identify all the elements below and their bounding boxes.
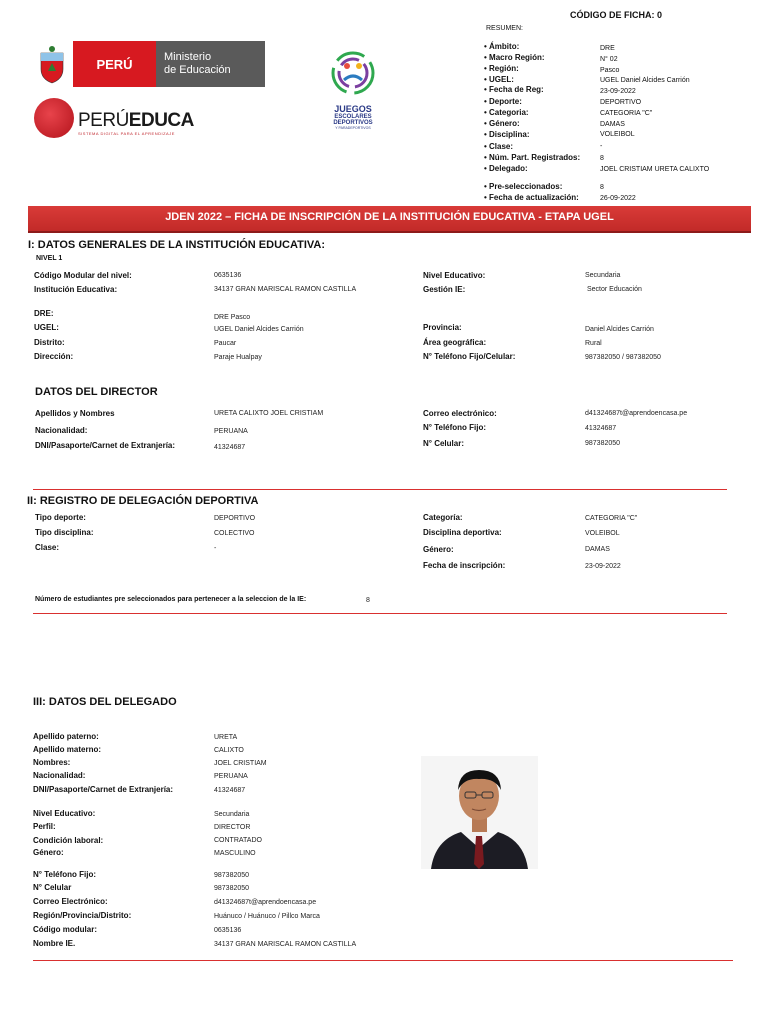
gestion-value: Sector Educación bbox=[587, 286, 642, 293]
resumen-label: • Fecha de Reg: bbox=[484, 85, 544, 94]
resumen-label: • Núm. Part. Registrados: bbox=[484, 153, 581, 162]
fecha-inscripcion-value: 23-09-2022 bbox=[585, 563, 621, 570]
director-correo-value: d41324687t@aprendoencasa.pe bbox=[585, 410, 688, 417]
resumen-label: • Categoria: bbox=[484, 108, 529, 117]
delegado-field-value: d41324687t@aprendoencasa.pe bbox=[214, 899, 317, 906]
telefono-value: 987382050 / 987382050 bbox=[585, 354, 661, 361]
categoria-label: Categoría: bbox=[423, 513, 463, 522]
director-correo-label: Correo electrónico: bbox=[423, 409, 497, 418]
resumen-value: JOEL CRISTIAM URETA CALIXTO bbox=[600, 166, 710, 173]
tipo-disciplina-label: Tipo disciplina: bbox=[35, 528, 94, 537]
ministerio-label bbox=[156, 41, 265, 87]
delegado-field-value: 987382050 bbox=[214, 885, 250, 892]
director-telefono-label: N° Teléfono Fijo: bbox=[423, 423, 487, 432]
dre-value: DRE Pasco bbox=[214, 314, 251, 321]
dre-label: DRE: bbox=[34, 309, 54, 318]
resumen-label: • Macro Región: bbox=[484, 53, 545, 62]
resumen-value: DAMAS bbox=[600, 121, 625, 128]
person-photo-icon bbox=[421, 756, 538, 869]
gestion-label: Gestión IE: bbox=[423, 285, 466, 294]
delegado-field-value: JOEL CRISTIAM bbox=[214, 760, 267, 767]
delegado-field-label: Género: bbox=[33, 848, 64, 857]
distrito-value: Paucar bbox=[214, 340, 237, 347]
provincia-value: Daniel Alcides Carrión bbox=[585, 326, 654, 333]
codigo-modular-value: 0635136 bbox=[214, 272, 242, 279]
perueduca-subtitle: SISTEMA DIGITAL PARA EL APRENDIZAJE bbox=[78, 131, 175, 136]
area-label: Área geográfica: bbox=[423, 338, 487, 347]
juegos-emblem-icon bbox=[330, 50, 376, 96]
director-nombres-label: Apellidos y Nombres bbox=[35, 409, 115, 418]
perueduca-b: EDUCA bbox=[128, 110, 194, 131]
genero-label: Género: bbox=[423, 545, 454, 554]
resumen-value: - bbox=[600, 143, 603, 150]
delegado-field-label: N° Celular bbox=[33, 883, 72, 892]
delegado-field-label: Nivel Educativo: bbox=[33, 809, 96, 818]
clase-value: - bbox=[214, 545, 217, 552]
resumen-label: • Deporte: bbox=[484, 97, 522, 106]
divider bbox=[33, 489, 727, 490]
divider bbox=[33, 613, 727, 614]
resumen-title: RESUMEN: bbox=[486, 25, 523, 32]
fecha-inscripcion-label: Fecha de inscripción: bbox=[423, 561, 506, 570]
ugel-label: UGEL: bbox=[34, 323, 59, 332]
codigo-modular-label: Código Modular del nivel: bbox=[34, 271, 132, 280]
resumen-label: • UGEL: bbox=[484, 75, 514, 84]
disciplina-label: Disciplina deportiva: bbox=[423, 528, 502, 537]
peru-label: PERÚ bbox=[73, 41, 156, 87]
delegado-field-value: CONTRATADO bbox=[214, 837, 262, 844]
clase-label: Clase: bbox=[35, 543, 60, 552]
delegado-field-label: Código modular: bbox=[33, 925, 97, 934]
peru-shield-icon bbox=[33, 41, 71, 87]
delegado-field-value: Huánuco / Huánuco / Pillco Marca bbox=[214, 913, 320, 920]
resumen-value: 26-09-2022 bbox=[600, 195, 636, 202]
director-dni-value: 41324687 bbox=[214, 444, 246, 451]
ie-label: Institución Educativa: bbox=[34, 285, 118, 294]
num-estudiantes-value: 8 bbox=[366, 597, 370, 604]
perueduca-wordmark bbox=[78, 110, 194, 132]
delegado-field-value: 41324687 bbox=[214, 787, 246, 794]
ugel-value: UGEL Daniel Alcides Carrión bbox=[214, 326, 304, 333]
form-banner: JDEN 2022 – FICHA DE INSCRIPCIÓN DE LA INSTITUCIÓN EDUCATIVA - ETAPA UGEL bbox=[28, 206, 751, 233]
resumen-value: VOLEIBOL bbox=[600, 131, 635, 138]
disciplina-value: VOLEIBOL bbox=[585, 530, 620, 537]
distrito-label: Distrito: bbox=[34, 338, 65, 347]
delegado-field-label: Correo Electrónico: bbox=[33, 897, 108, 906]
tipo-deporte-label: Tipo deporte: bbox=[35, 513, 86, 522]
delegado-field-label: Apellido materno: bbox=[33, 745, 102, 754]
resumen-label: • Ámbito: bbox=[484, 42, 520, 51]
director-celular-label: N° Celular: bbox=[423, 439, 464, 448]
delegado-field-value: PERUANA bbox=[214, 773, 248, 780]
delegado-field-value: MASCULINO bbox=[214, 850, 256, 857]
delegado-field-value: DIRECTOR bbox=[214, 824, 251, 831]
delegado-field-label: Nacionalidad: bbox=[33, 771, 86, 780]
resumen-value: 8 bbox=[600, 155, 604, 162]
resumen-value: 23-09-2022 bbox=[600, 88, 636, 95]
genero-value: DAMAS bbox=[585, 546, 610, 553]
num-estudiantes-label: Número de estudiantes pre seleccionados para pertenecer a la seleccion de la IE: bbox=[35, 596, 307, 603]
perueduca-logo bbox=[34, 98, 194, 140]
ministerio-line-1: Ministerio bbox=[164, 51, 212, 63]
director-dni-label: DNI/Pasaporte/Carnet de Extranjería: bbox=[35, 441, 176, 450]
delegado-field-label: Condición laboral: bbox=[33, 836, 104, 845]
delegado-field-value: 34137 GRAN MARISCAL RAMON CASTILLA bbox=[214, 941, 357, 948]
resumen-value: CATEGORIA "C" bbox=[600, 110, 653, 117]
delegado-field-label: N° Teléfono Fijo: bbox=[33, 870, 97, 879]
ministerio-line-2: de Educación bbox=[164, 64, 231, 76]
director-nombres-value: URETA CALIXTO JOEL CRISTIAM bbox=[214, 410, 324, 417]
juegos-escolares-logo bbox=[318, 50, 388, 142]
delegado-field-label: DNI/Pasaporte/Carnet de Extranjería: bbox=[33, 785, 174, 794]
resumen-label: • Fecha de actualización: bbox=[484, 193, 579, 202]
section-1-title: I: DATOS GENERALES DE LA INSTITUCIÓN EDUCATIVA: bbox=[28, 239, 326, 251]
resumen-label: • Delegado: bbox=[484, 164, 528, 173]
nivel-label: NIVEL 1 bbox=[36, 255, 63, 262]
provincia-label: Provincia: bbox=[423, 323, 462, 332]
juegos-line-2: ESCOLARES bbox=[334, 114, 372, 120]
delegado-field-label: Nombre IE. bbox=[33, 939, 76, 948]
nivel-educativo-label: Nivel Educativo: bbox=[423, 271, 486, 280]
globe-icon bbox=[34, 98, 74, 138]
ministerio-educacion-logo bbox=[33, 41, 265, 87]
delegado-photo bbox=[421, 756, 538, 869]
director-nacionalidad-label: Nacionalidad: bbox=[35, 426, 88, 435]
direccion-value: Paraje Hualpay bbox=[214, 354, 262, 361]
tipo-disciplina-value: COLECTIVO bbox=[214, 530, 255, 537]
delegado-field-value: URETA bbox=[214, 734, 238, 741]
delegado-field-label: Apellido paterno: bbox=[33, 732, 99, 741]
nivel-educativo-value: Secundaria bbox=[585, 272, 621, 279]
area-value: Rural bbox=[585, 340, 602, 347]
divider bbox=[33, 960, 733, 961]
section-2-title: II: REGISTRO DE DELEGACIÓN DEPORTIVA bbox=[27, 495, 259, 507]
juegos-line-4: Y PARADEPORTIVOS bbox=[335, 126, 371, 130]
resumen-label: • Disciplina: bbox=[484, 130, 530, 139]
delegado-field-label: Región/Provincia/Distrito: bbox=[33, 911, 132, 920]
resumen-label: • Región: bbox=[484, 64, 519, 73]
delegado-field-value: 0635136 bbox=[214, 927, 242, 934]
director-telefono-value: 41324687 bbox=[585, 425, 617, 432]
delegado-field-value: CALIXTO bbox=[214, 747, 244, 754]
resumen-label: • Pre-seleccionados: bbox=[484, 182, 563, 191]
categoria-value: CATEGORIA "C" bbox=[585, 515, 638, 522]
tipo-deporte-value: DEPORTIVO bbox=[214, 515, 256, 522]
section-3-title: III: DATOS DEL DELEGADO bbox=[33, 696, 177, 708]
delegado-field-label: Nombres: bbox=[33, 758, 71, 767]
resumen-value: DEPORTIVO bbox=[600, 99, 642, 106]
resumen-value: 8 bbox=[600, 184, 604, 191]
resumen-label: • Género: bbox=[484, 119, 520, 128]
resumen-value: N° 02 bbox=[600, 56, 618, 63]
direccion-label: Dirección: bbox=[34, 352, 74, 361]
resumen-label: • Clase: bbox=[484, 142, 514, 151]
director-nacionalidad-value: PERUANA bbox=[214, 428, 248, 435]
delegado-field-label: Perfil: bbox=[33, 822, 56, 831]
juegos-line-1: JUEGOS bbox=[334, 104, 372, 114]
resumen-value: UGEL Daniel Alcides Carrión bbox=[600, 77, 690, 84]
telefono-label: N° Teléfono Fijo/Celular: bbox=[423, 352, 516, 361]
resumen-value: DRE bbox=[600, 45, 615, 52]
director-title: DATOS DEL DIRECTOR bbox=[35, 386, 158, 398]
ie-value: 34137 GRAN MARISCAL RAMON CASTILLA bbox=[214, 286, 357, 293]
codigo-ficha: CÓDIGO DE FICHA: 0 bbox=[570, 10, 663, 20]
perueduca-a: PERÚ bbox=[78, 110, 129, 131]
juegos-line-3: DEPORTIVOS bbox=[333, 120, 373, 126]
delegado-field-value: 987382050 bbox=[214, 872, 250, 879]
director-celular-value: 987382050 bbox=[585, 440, 621, 447]
resumen-value: Pasco bbox=[600, 67, 620, 74]
delegado-field-value: Secundaria bbox=[214, 811, 250, 818]
